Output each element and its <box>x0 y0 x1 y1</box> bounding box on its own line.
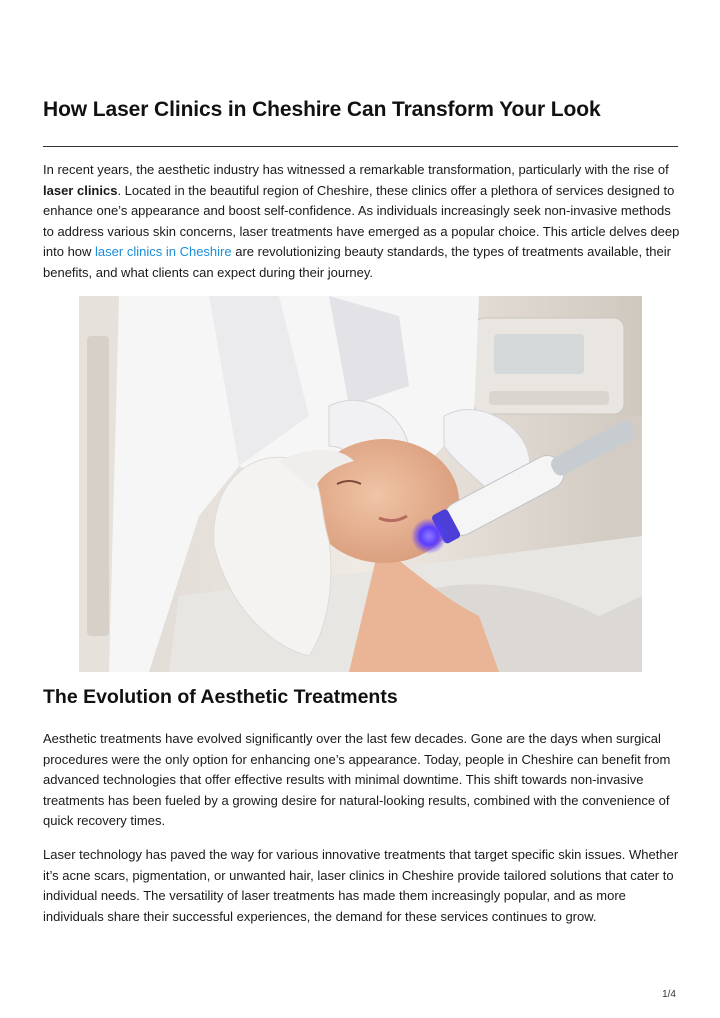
treatment-photo <box>79 296 642 672</box>
intro-bold-term: laser clinics <box>43 182 118 198</box>
intro-text-1: In recent years, the aesthetic industry has witnessed a remarkable transformation, particularly with the rise of <box>43 162 669 177</box>
intro-paragraph <box>43 160 683 284</box>
page-number: 1/4 <box>662 989 676 1000</box>
section-paragraph-2: Laser technology has paved the way for various innovative treatments that target specific skin issues. Whether it’s acne scars, pigmentation, or unwanted hair, laser clinics in Cheshire provide tailored solutions that cater to individual needs. The versatility of laser treatments has made them increasingly popular, and as more individuals share their successful experiences, the demand for these services continues to grow. <box>43 847 679 924</box>
title-divider <box>43 146 678 147</box>
laser-clinics-link[interactable]: laser clinics in Cheshire <box>95 244 232 260</box>
section-paragraph-1: Aesthetic treatments have evolved significantly over the last few decades. Gone are the days when surgical procedures were the only option for enhancing one’s appearance. Today, people in Cheshire can benefit from advanced technologies that offer effective results with minimal downtime. This shift towards non-invasive treatments has been fueled by a growing desire for natural-looking results, combined with the convenience of quick recovery times. <box>43 731 671 829</box>
section-heading: The Evolution of Aesthetic Treatments <box>43 686 398 708</box>
page-title: How Laser Clinics in Cheshire Can Transform Your Look <box>43 98 601 121</box>
intro-text-3: are revolutionizing beauty standards, the types of treatments available, their benefits, and what clients can expect during their journey. <box>43 244 671 280</box>
intro-text-2: . Located in the beautiful region of Cheshire, these clinics offer a plethora of services designed to enhance one’s appearance and boost self-confidence. As individuals increasingly seek non-invasive methods to address various skin concerns, laser treatments have emerged as a popular choice. This article delves deep into how <box>43 182 680 260</box>
